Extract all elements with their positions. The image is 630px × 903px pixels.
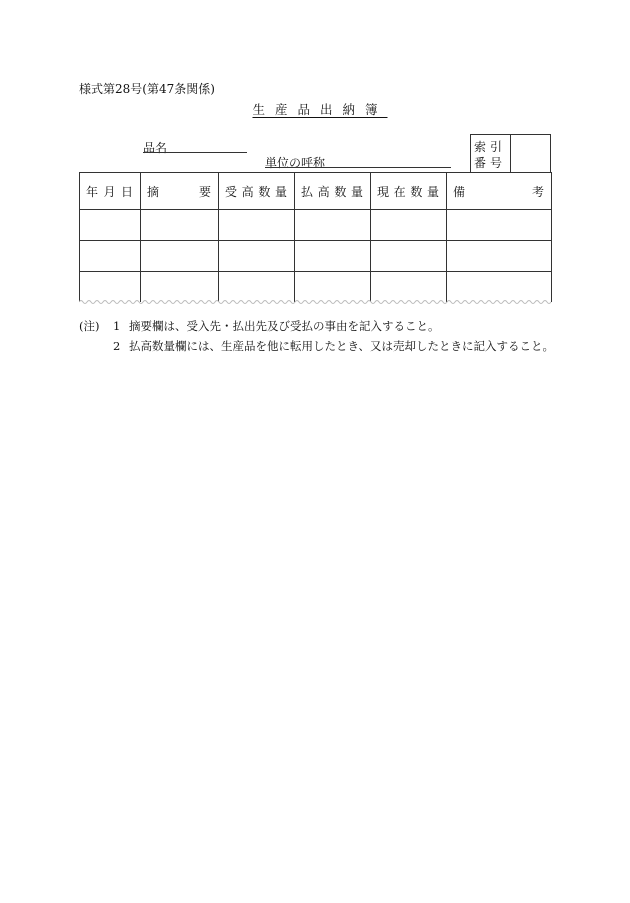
header-date-char: 年 xyxy=(86,184,99,199)
header-current-char: 数 xyxy=(410,184,423,199)
header-summary xyxy=(141,173,219,210)
header-row xyxy=(80,173,552,210)
note-item xyxy=(79,336,554,356)
index-label-line2: 番号 xyxy=(473,156,506,170)
header-paid-char: 高 xyxy=(317,184,330,199)
header-paid-char: 量 xyxy=(350,184,363,199)
document-title-text: 生産品出納簿 xyxy=(252,102,388,117)
header-summary-char: 摘 xyxy=(147,184,160,199)
table-row xyxy=(80,241,552,272)
form-number: 様式第28号(第47条関係) xyxy=(79,82,215,96)
received-cell[interactable] xyxy=(219,210,295,241)
header-remarks-char: 考 xyxy=(531,184,544,199)
current-cell[interactable] xyxy=(371,210,447,241)
index-value-box xyxy=(509,134,551,172)
remarks-cell[interactable] xyxy=(447,241,552,272)
header-remarks xyxy=(447,173,552,210)
header-current-char: 量 xyxy=(426,184,439,199)
index-label-line1: 索引 xyxy=(473,140,506,154)
header-received-char: 量 xyxy=(274,184,287,199)
header-received-char: 数 xyxy=(258,184,271,199)
unit-underline xyxy=(265,167,451,168)
header-summary-char: 要 xyxy=(198,184,211,199)
header-paid xyxy=(295,173,371,210)
notes-prefix: (注) xyxy=(79,319,100,333)
paid-cell[interactable] xyxy=(295,241,371,272)
table-row xyxy=(80,210,552,241)
item-name-underline xyxy=(143,152,247,153)
header-paid-char: 数 xyxy=(334,184,347,199)
header-date xyxy=(80,173,141,210)
document-title xyxy=(0,100,630,118)
item-name-label: 品名 xyxy=(143,141,168,155)
date-cell[interactable] xyxy=(80,241,141,272)
unit-label: 単位の呼称 xyxy=(265,156,326,170)
table-continuation-wave xyxy=(79,298,552,306)
note-number: 1 xyxy=(113,319,121,333)
header-remarks-char: 備 xyxy=(453,184,466,199)
note-item xyxy=(79,316,554,336)
header-paid-char: 払 xyxy=(301,184,314,199)
paid-cell[interactable] xyxy=(295,210,371,241)
header-current xyxy=(371,173,447,210)
summary-cell[interactable] xyxy=(141,241,219,272)
note-number: 2 xyxy=(113,339,121,353)
current-cell[interactable] xyxy=(371,241,447,272)
header-received xyxy=(219,173,295,210)
summary-cell[interactable] xyxy=(141,210,219,241)
ledger-table xyxy=(79,172,552,302)
header-date-char: 日 xyxy=(120,184,133,199)
received-cell[interactable] xyxy=(219,241,295,272)
note-text: 摘要欄は、受入先・払出先及び受払の事由を記入すること。 xyxy=(129,319,440,333)
header-current-char: 在 xyxy=(393,184,406,199)
note-text: 払高数量欄には、生産品を他に転用したとき、又は売却したときに記入すること。 xyxy=(129,339,555,353)
header-received-char: 受 xyxy=(225,184,238,199)
remarks-cell[interactable] xyxy=(447,210,552,241)
date-cell[interactable] xyxy=(80,210,141,241)
header-current-char: 現 xyxy=(377,184,390,199)
header-received-char: 高 xyxy=(241,184,254,199)
notes-section xyxy=(79,316,554,356)
header-date-char: 月 xyxy=(103,184,116,199)
